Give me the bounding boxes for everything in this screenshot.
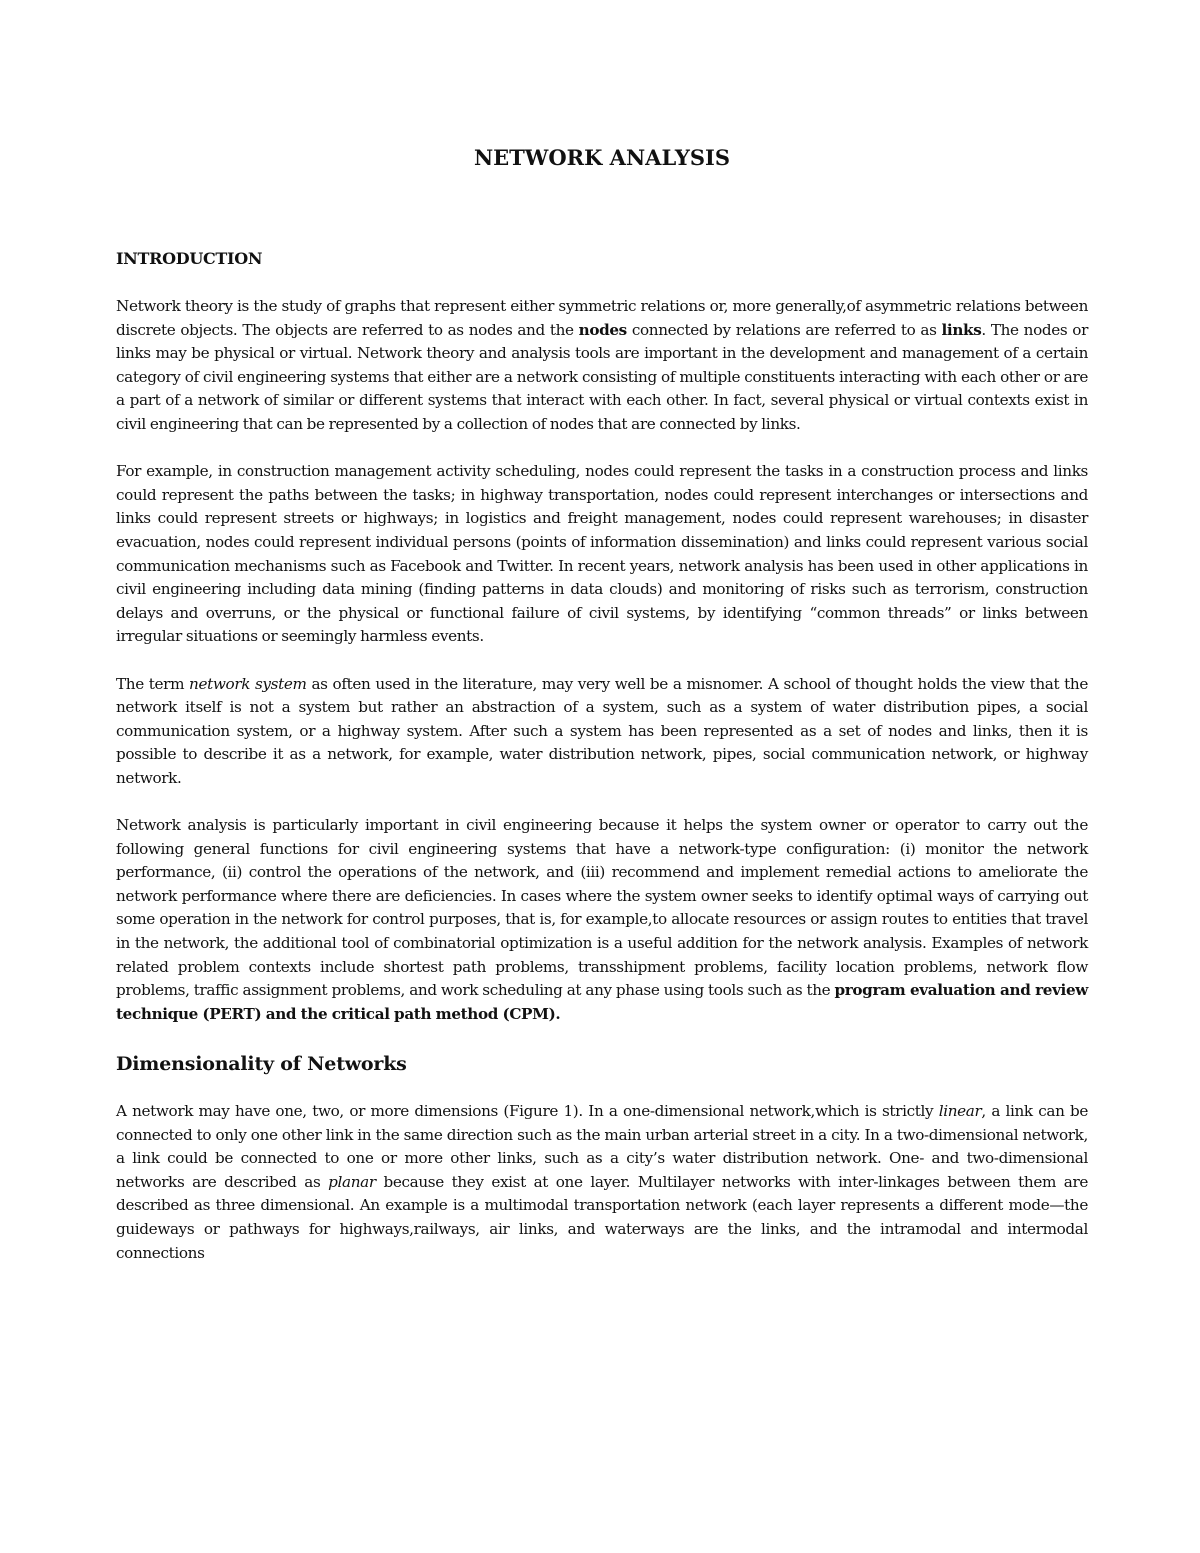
document-page — [116, 140, 1088, 1289]
italic-term-planar: planar — [328, 1172, 376, 1191]
text-run: , a link can be connected to only one other link in the same direction such as the main urban arterial street in a city. In a two-dimensional network, a link could be connected to one or more other links, such as a city’s water distribution network. One- and two-dimensional networks are described as — [116, 1102, 1088, 1191]
text-run: because they exist at one layer. Multilayer networks with inter-linkages between them are described as three dimensional. An example is a multimodal transportation network (each layer represents a different mode—the guideways or pathways for highways,railways, air links, and waterways are the links, and the intramodal and intermodal connections — [116, 1172, 1088, 1262]
text-run: as often used in the literature, may very well be a misnomer. A school of thought holds the view that the network itself is not a system but rather an abstraction of a system, such as a system of water distribution pipes, a social communication system, or a highway system. After such a system has been represented as a set of nodes and links, then it is possible to describe it as a network, for example, water distribution network, pipes, social communication network, or highway network. — [116, 674, 1088, 787]
paragraph-examples: For example, in construction management activity scheduling, nodes could represent the tasks in a construction process and links could represent the paths between the tasks; in highway transportation, nodes could represent interchanges or intersections and links could represent streets or highways; in logistics and freight management, nodes could represent warehouses; in disaster evacuation, nodes could represent individual persons (points of information dissemination) and links could represent various social communication mechanisms such as Facebook and Twitter. In recent years, network analysis has been used in other applications in civil engineering including data mining (finding patterns in data clouds) and monitoring of risks such as terrorism, construction delays and overruns, or the physical or functional failure of civil systems, by identifying “common threads” or links between irregular situations or seemingly harmless events. — [116, 462, 1088, 646]
italic-term-network-system: network system — [189, 674, 307, 693]
text-run: Network analysis is particularly important in civil engineering because it helps the system owner or operator to carry out the following general functions for civil engineering systems that have a network-type configuration: (i) monitor the network performance, (ii) control the operations of the network, and (iii) recommend and implement remedial actions to ameliorate the network performance where there are deficiencies. In cases where the system owner seeks to identify optimal ways of carrying out some operation in the network for control purposes, that is, for example,to allocate resources or assign routes to entities that travel in the network, the additional tool of combinatorial optimization is a useful addition for the network analysis. Examples of network related problem contexts include shortest path problems, transshipment problems, facility location problems, network flow problems, traffic assignment problems, and work scheduling at any phase using tools such as the — [116, 816, 1088, 1000]
bold-term-pert-cpm: program evaluation and review technique (PERT) and the critical path method (CPM). — [116, 981, 1088, 1023]
italic-term-linear: linear — [938, 1102, 982, 1120]
bold-term-nodes: nodes — [578, 320, 627, 339]
text-run: The term — [116, 674, 190, 693]
paragraph-dimensionality — [116, 1100, 1088, 1265]
document-title: NETWORK ANALYSIS — [473, 145, 731, 170]
text-run: Network theory is the study of graphs that represent either symmetric relations or, more generally,of asymmetric relations between discrete objects. The objects are referred to as nodes and the — [116, 297, 1088, 339]
bold-term-links: links — [941, 320, 982, 339]
subheading-dimensionality: Dimensionality of Networks — [116, 1053, 407, 1075]
paragraph-network-theory — [116, 295, 1088, 437]
paragraph-network-system — [116, 673, 1088, 791]
text-run: connected by relations are referred to as — [626, 320, 942, 339]
section-heading-introduction: INTRODUCTION — [116, 249, 263, 268]
text-run: A network may have one, two, or more dimensions (Figure 1). In a one-dimensional network,which is strictly — [116, 1102, 939, 1120]
text-run: . The nodes or links may be physical or virtual. Network theory and analysis tools are important in the development and management of a certain category of civil engineering systems that either are a network consisting of multiple constituents interacting with each other or are a part of a network of similar or different systems that interact with each other. In fact, several physical or virtual contexts exist in civil engineering that can be represented by a collection of nodes that are connected by links. — [116, 320, 1089, 433]
paragraph-network-analysis-importance — [116, 814, 1088, 1026]
